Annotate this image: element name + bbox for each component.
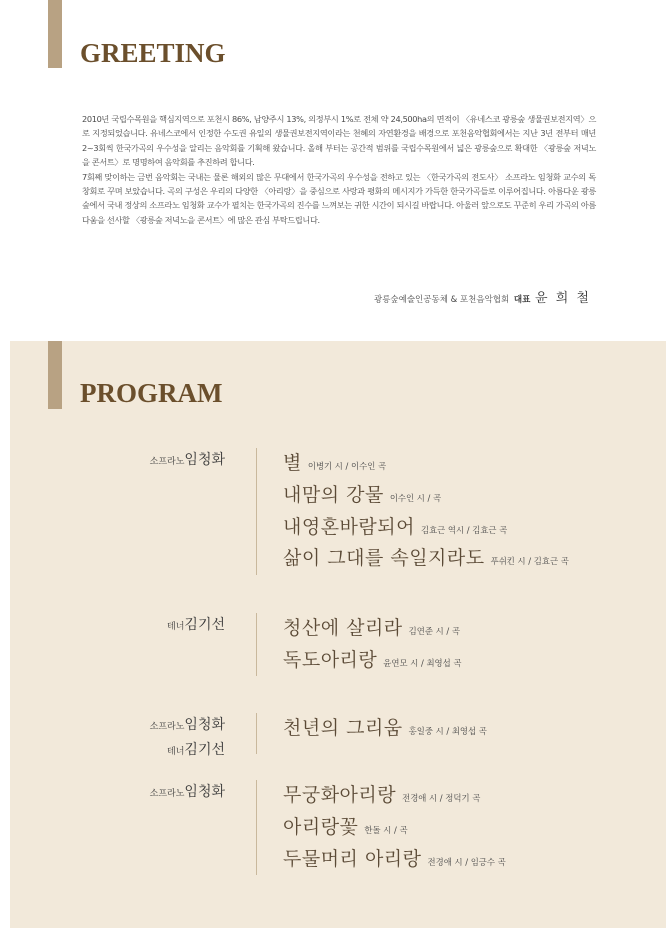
song-credit: 김효근 역시 / 김효근 곡 xyxy=(420,524,508,535)
signature-name: 윤 희 철 xyxy=(535,291,591,306)
performer-name: 임청화 xyxy=(184,452,225,468)
song-item xyxy=(283,512,569,544)
signature-role: 대표 xyxy=(513,295,531,305)
performer-role: 소프라노 xyxy=(149,722,185,732)
group-divider-line xyxy=(256,613,257,676)
song-item xyxy=(283,645,461,677)
performer-role: 테너 xyxy=(167,747,185,757)
performer-list xyxy=(150,448,225,473)
performer xyxy=(167,613,225,638)
song-credit: 전경애 시 / 임긍수 곡 xyxy=(427,856,506,867)
greeting-paragraph: 7회째 맞이하는 금번 음악회는 국내는 물론 해외의 많은 무대에서 한국가곡의 우수성을 전하고 있는 〈한국가곡의 전도사〉 소프라노 임청화 교수의 독창회로 꾸며 보았습니다. 곡의 구성은 우리의 다양한 〈아리랑〉을 중심으로 사랑과 평화의 메시지가 가득한 한국가곡들로 이루어집니다. 아름다운 광릉숲에서 국내 정상의 소프라노 임청화 교수가 펼치는 한국가곡의 진수를 느껴보는 귀한 시간이 되시길 바랍니다. 아울러 앞으로도 꾸준히 우리 가곡의 아름다움을 선사할 〈광릉숲 저녁노을 콘서트〉에 많은 관심 부탁드립니다. xyxy=(82,171,596,225)
performer-name: 임청화 xyxy=(184,717,225,733)
performer-list xyxy=(167,613,225,638)
signature-org: 광릉숲예술인공동체 & 포천음악협회 xyxy=(374,295,510,305)
song-title: 내영혼바람되어 xyxy=(283,515,415,538)
song-item xyxy=(283,543,569,575)
group-divider-line xyxy=(256,713,257,754)
song-credit: 전경애 시 / 정덕기 곡 xyxy=(402,793,481,803)
song-list xyxy=(283,613,461,677)
song-credit: 홍일중 시 / 최영섭 곡 xyxy=(408,726,487,736)
song-title: 아리랑꽃 xyxy=(283,815,359,838)
song-title: 무궁화아리랑 xyxy=(283,784,397,806)
song-title: 별 xyxy=(283,452,302,474)
song-list xyxy=(283,713,487,745)
performer xyxy=(150,448,225,473)
song-item xyxy=(283,448,569,480)
performer-name: 임청화 xyxy=(184,784,225,800)
greeting-body xyxy=(82,112,596,227)
song-credit: 푸쉬킨 시 / 김효근 곡 xyxy=(490,556,569,567)
song-credit: 윤연모 시 / 최영섭 곡 xyxy=(383,657,462,668)
greeting-title: GREETING xyxy=(80,38,226,68)
song-item xyxy=(283,844,506,876)
group-divider-line xyxy=(256,448,257,575)
greeting-accent-bar xyxy=(48,0,62,68)
song-title: 삶이 그대를 속일지라도 xyxy=(283,547,485,570)
song-list xyxy=(283,448,569,575)
performer-role: 테너 xyxy=(167,622,185,632)
song-item xyxy=(283,812,506,844)
group-divider-line xyxy=(256,780,257,875)
song-title: 두물머리 아리랑 xyxy=(283,847,422,870)
song-credit: 한돌 시 / 곡 xyxy=(364,824,408,835)
performer-role: 소프라노 xyxy=(149,789,185,799)
song-title: 천년의 그리움 xyxy=(283,717,403,739)
song-credit: 이수인 시 / 곡 xyxy=(389,492,442,503)
song-title: 독도아리랑 xyxy=(283,648,378,671)
song-title: 청산에 살리라 xyxy=(283,617,403,639)
song-item xyxy=(283,713,487,745)
greeting-paragraph: 2010년 국립수목원을 핵심지역으로 포천시 86%, 남양주시 13%, 의정부시 1%로 전체 약 24,500ha의 면적이 〈유네스코 광릉숲 생물권보전지역〉으로 지정되었습니다. 유네스코에서 인정한 수도권 유일의 생물권보전지역이라는 천혜의 자연환경을 배경으로 포천음악협회에서는 지난 3년 전부터 매년 2~3회씩 한국가곡의 우수성을 알리는 음악회를 기획해 왔습니다. 올해 부터는 공간적 범위를 국립수목원에서 넓은 광릉숲으로 확대한 〈광릉숲 저녁노을 콘서트〉로 명명하여 음악회를 추진하려 합니다. xyxy=(82,114,596,168)
song-item xyxy=(283,480,569,512)
song-item xyxy=(283,780,506,812)
program-title: PROGRAM xyxy=(80,378,223,408)
performer xyxy=(150,713,225,738)
performer-role: 소프라노 xyxy=(149,457,185,467)
performer-list xyxy=(150,780,225,805)
performer-name: 김기선 xyxy=(184,742,225,758)
performer-list xyxy=(150,713,225,763)
program-accent-bar xyxy=(48,341,62,409)
performer xyxy=(150,780,225,805)
song-credit: 김연준 시 / 곡 xyxy=(408,626,460,636)
song-list xyxy=(283,780,506,875)
performer xyxy=(150,738,225,763)
performer-name: 김기선 xyxy=(184,617,225,633)
song-title: 내맘의 강물 xyxy=(283,483,384,506)
greeting-signature xyxy=(374,287,591,306)
song-item xyxy=(283,613,461,645)
song-credit: 이병기 시 / 이수인 곡 xyxy=(307,461,387,471)
